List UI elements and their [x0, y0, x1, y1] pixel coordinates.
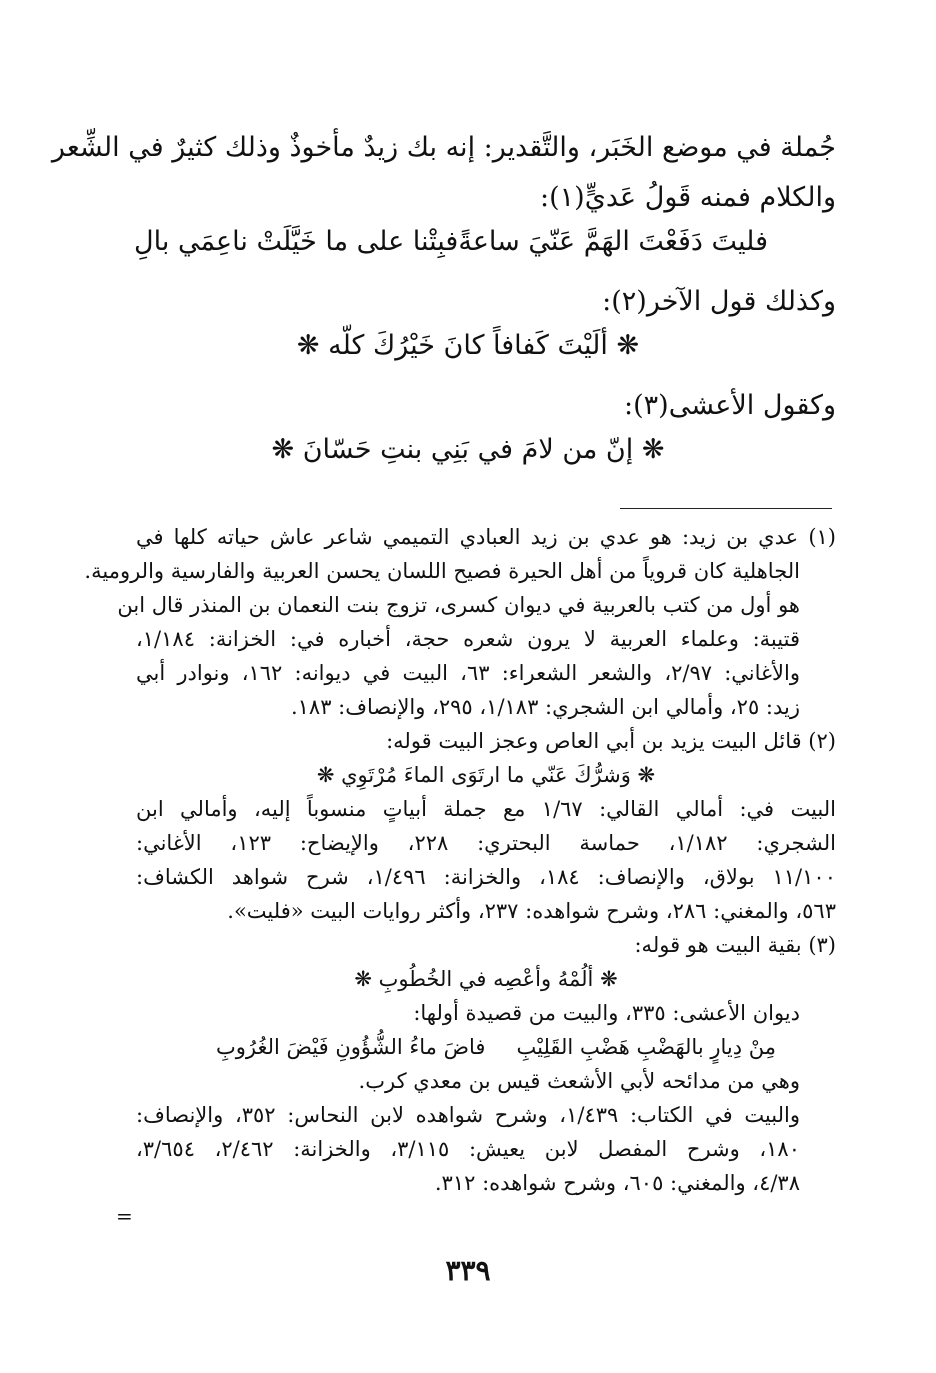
verse-asha: ❋ إنّ من لامَ في بَنِي بنتِ حَسّانَ ❋	[271, 434, 665, 465]
footnote-2-line: ١١/١٠٠ بولاق، والإنصاف: ١٨٤، والخزانة: ١/٤٩٦، شرح شواهد الكشاف:	[136, 865, 836, 889]
footnote-2-line: البيت في: أمالي القالي: ١/٦٧ مع جملة أبياتٍ منسوباً إليه، وأمالي ابن	[136, 797, 836, 821]
verse-second-hemistich: فبِتْنا على ما خَيَّلَتْ ناعِمَي بالِ	[134, 226, 459, 257]
footnote-2-line: الشجري: ١/١٨٢، حماسة البحتري: ٢٢٨، والإيضاح: ١٢٣، الأغاني:	[136, 831, 836, 855]
verse-first-hemistich: فليتَ دَفَعْتَ الهَمَّ عَنّيَ ساعةً	[458, 226, 768, 257]
body-line-other-poet: وكذلك قول الآخر(٢):	[602, 286, 836, 317]
footnote-3-verse: ❋ ألُمْهُ وأعْصِه في الخُطُوبِ ❋	[354, 967, 618, 991]
footnote-3-line: والبيت في الكتاب: ١/٤٣٩، وشرح شواهده لابن النحاس: ٣٥٢، والإنصاف:	[136, 1103, 800, 1127]
continuation-mark: =	[116, 1204, 133, 1228]
footnote-2-intro: (٢) قائل البيت يزيد بن أبي العاص وعجز البيت قوله:	[386, 729, 836, 753]
footnote-3-intro: (٣) بقية البيت هو قوله:	[634, 933, 836, 957]
footnotes	[84, 520, 836, 1200]
footnote-3-verse-2-second: فاضَ ماءُ الشُّؤُونِ فَيْضَ الغُرُوبِ	[216, 1035, 486, 1059]
footnote-3-line: ٤/٣٨، والمغني: ٦٠٥، وشرح شواهده: ٣١٢.	[434, 1171, 800, 1195]
footnote-1-line: (١) عدي بن زيد: هو عدي بن زيد العبادي التميمي شاعر عاش حياته كلها في	[136, 525, 836, 549]
page-number: ٣٣٩	[445, 1254, 491, 1287]
footnote-1-line: والأغاني: ٢/٩٧، والشعر الشعراء: ٦٣، البيت في ديوانه: ١٦٢، ونوادر أبي	[136, 661, 800, 685]
footnote-1-line: زيد: ٢٥، وأمالي ابن الشجري: ١/١٨٣، ٢٩٥، والإنصاف: ١٨٣.	[290, 695, 800, 719]
footnote-1-line: هو أول من كتب بالعربية في ديوان كسرى، تزوج بنت النعمان بن المنذر قال ابن	[117, 593, 800, 617]
body-line-asha: وكقول الأعشى(٣):	[624, 390, 836, 421]
footnote-1-line: قتيبة: وعلماء العربية لا يرون شعره حجة، أخباره في: الخزانة: ١/١٨٤،	[136, 627, 800, 651]
verse-other-poet: ❋ ألَيْتَ كَفافاً كانَ خَيْرُكَ كلّه ❋	[296, 330, 640, 361]
footnote-3-line: ١٨٠، وشرح المفصل لابن يعيش: ٣/١١٥، والخزانة: ٢/٤٦٢، ٣/٦٥٤،	[136, 1137, 800, 1161]
footnote-1-line: الجاهلية كان قروياً من أهل الحيرة فصيح اللسان يحسن العربية والفارسية والرومية.	[84, 559, 800, 583]
body-line-2: والكلام فمنه قَولُ عَديٍّ(١):	[540, 182, 836, 213]
body-line-1: جُملة في موضع الخَبَر، والتَّقدير: إنه بك زيدٌ مأخوذٌ وذلك كثيرٌ في الشِّعر	[51, 132, 836, 163]
footnote-3-verse-2	[136, 1030, 836, 1064]
footnote-2-line: ٥٦٣، والمغني: ٢٨٦، وشرح شواهده: ٢٣٧، وأكثر روايات البيت «فليت».	[227, 899, 836, 923]
footnote-3-verse-2-first: مِنْ دِيارٍ بالهَضْبِ هَضْبِ القَلِيْبِ	[516, 1035, 776, 1059]
footnote-3-line: ديوان الأعشى: ٣٣٥، والبيت من قصيدة أولها:	[413, 1001, 800, 1025]
footnote-separator	[620, 508, 832, 509]
footnote-3-line: وهي من مدائحه لأبي الأشعث قيس بن معدي كرب.	[358, 1069, 800, 1093]
verse-adi	[134, 226, 768, 257]
footnote-2-verse: ❋ وَشرُّكَ عَنّي ما ارتَوَى الماءَ مُرْتَوِي ❋	[316, 763, 656, 787]
